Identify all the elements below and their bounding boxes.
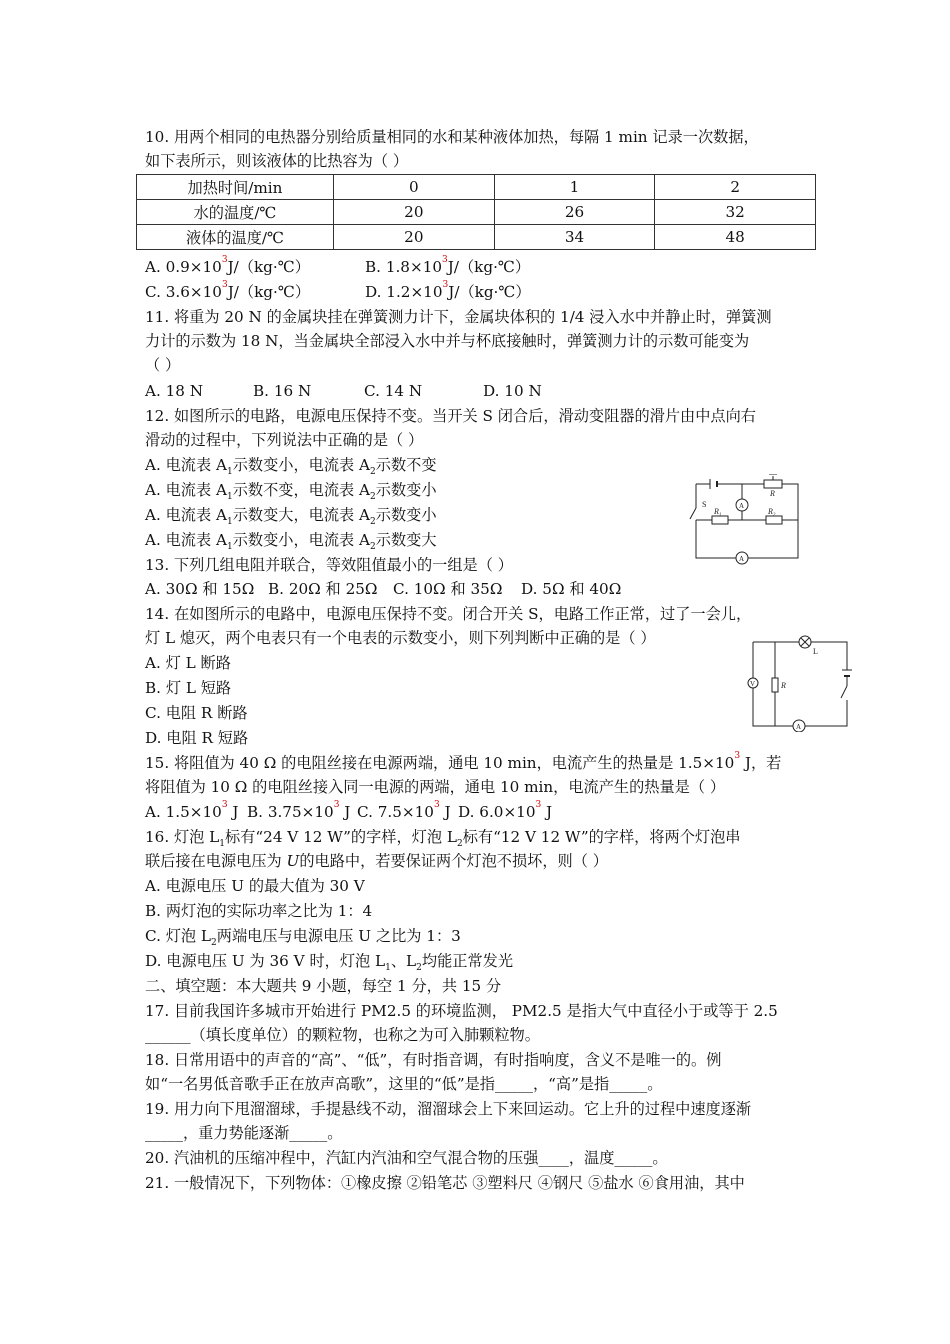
ammeter-label: A — [796, 723, 802, 731]
q12-option-2 — [145, 478, 437, 502]
table-cell: 2 — [655, 175, 816, 200]
subscript: 1 — [226, 492, 233, 502]
q15-option-d — [458, 800, 552, 824]
subscript: 2 — [211, 938, 217, 948]
q11-line1: 11. 将重为 20 N 的金属块挂在弹簧测力计下，金属块体积的 1/4 浸入水中并静止时，弹簧测 — [145, 308, 772, 326]
table-row — [137, 225, 816, 250]
subscript: 1 — [226, 542, 233, 552]
line-text: 的电路中，若要保证两个灯泡不损坏，则（ ） — [299, 852, 608, 870]
option-text: 示数不变 — [375, 456, 437, 474]
lamp-label: L — [813, 647, 818, 656]
table-cell: 20 — [334, 200, 495, 225]
q12-option-1 — [145, 453, 437, 477]
q12-option-4 — [145, 528, 437, 552]
q14-option-b: B. 灯 L 短路 — [145, 679, 232, 697]
q13-option-d: D. 5Ω 和 40Ω — [521, 580, 622, 598]
q15-option-b — [247, 800, 350, 824]
option-text: 示数变小 — [375, 506, 437, 524]
option-text: C. 7.5×10 — [357, 803, 434, 821]
table-cell: 液体的温度/℃ — [137, 225, 334, 250]
q20-line1: 20. 汽油机的压缩冲程中，汽缸内汽油和空气混合物的压强____，温度_____。 — [145, 1149, 668, 1167]
section-heading: 二、填空题：本大题共 9 小题，每空 1 分，共 15 分 — [145, 977, 502, 995]
q13-option-b: B. 20Ω 和 25Ω — [268, 580, 378, 598]
q14-option-d: D. 电阻 R 短路 — [145, 729, 249, 747]
q15-line1 — [145, 751, 781, 775]
option-text: A. 1.5×10 — [145, 803, 222, 821]
data-table — [136, 174, 816, 250]
q10-line1: 10. 用两个相同的电热器分别给质量相同的水和某种液体加热，每隔 1 min 记录一次数据， — [145, 128, 759, 146]
option-text: J/（kg·℃） — [447, 258, 531, 276]
option-text: 示数变大，电流表 A — [232, 506, 371, 524]
table-row — [137, 175, 816, 200]
table-cell: 32 — [655, 200, 816, 225]
q12-line2: 滑动的过程中，下列说法中正确的是（ ） — [145, 431, 424, 449]
ammeter-label: A — [739, 555, 745, 563]
q11-option-c: C. 14 N — [364, 382, 423, 400]
subscript: 1 — [385, 963, 391, 973]
q18-line1: 18. 日常用语中的声音的“高”、“低”，有时指音调，有时指响度，含义不是唯一的。例 — [145, 1051, 722, 1069]
option-text: J/（kg·℃） — [227, 283, 311, 301]
resistor-label: R — [781, 681, 786, 690]
option-text: A. 0.9×10 — [145, 258, 222, 276]
option-text: J — [339, 803, 351, 821]
subscript: 1 — [226, 517, 233, 527]
q11-option-b: B. 16 N — [253, 382, 312, 400]
q18-line2: 如“一名男低音歌手正在放声高歌”，这里的“低”是指_____，“高”是指_____。 — [145, 1075, 663, 1093]
q16-option-b: B. 两灯泡的实际功率之比为 1：4 — [145, 902, 373, 920]
q19-line1: 19. 用力向下甩溜溜球，手提悬线不动，溜溜球会上下来回运动。它上升的过程中速度逐渐 — [145, 1100, 752, 1118]
superscript: 3 — [442, 255, 448, 265]
option-text: 示数变小，电流表 A — [232, 531, 371, 549]
r2-subscript: 2 — [772, 513, 776, 518]
line-text: 标有“12 V 12 W”的字样，将两个灯泡串 — [462, 828, 741, 846]
line-text: 联后接在电源电压为 — [145, 852, 287, 870]
superscript: 3 — [221, 255, 228, 265]
q17-line1: 17. 目前我国许多城市开始进行 PM2.5 的环境监测， PM2.5 是指大气中直径小于或等于 2.5 — [145, 1002, 778, 1020]
q12-option-3 — [145, 503, 437, 527]
table-cell: 34 — [494, 225, 655, 250]
q16-line2 — [145, 849, 608, 873]
superscript: 3 — [535, 800, 542, 810]
voltage-symbol: U — [286, 852, 300, 870]
q14-line1: 14. 在如图所示的电路中，电源电压保持不变。闭合开关 S，电路工作正常，过了一会儿， — [145, 605, 752, 623]
r2-letter: R — [768, 507, 773, 516]
table-cell: 20 — [334, 225, 495, 250]
subscript: 2 — [456, 839, 463, 849]
q14-line2: 灯 L 熄灭，两个电表只有一个电表的示数变小，则下列判断中正确的是（ ） — [145, 629, 656, 647]
ammeter-label: A — [739, 502, 745, 510]
q16-option-c — [145, 924, 461, 948]
table-cell: 48 — [655, 225, 816, 250]
q10-option-d — [365, 280, 531, 304]
table-cell: 1 — [494, 175, 655, 200]
table-row — [137, 200, 816, 225]
option-text: J — [541, 803, 553, 821]
option-text: A. 电流表 A — [145, 456, 227, 474]
q16-option-a: A. 电源电压 U 的最大值为 30 V — [145, 877, 365, 895]
option-text: 均能正常发光 — [421, 952, 513, 970]
subscript: 1 — [219, 839, 226, 849]
r1-letter: R — [714, 507, 719, 516]
option-text: D. 电源电压 U 为 36 V 时，灯泡 L — [145, 952, 386, 970]
subscript: 1 — [226, 467, 233, 477]
option-text: J — [439, 803, 451, 821]
q11-option-d: D. 10 N — [483, 382, 542, 400]
q15-option-a — [145, 800, 238, 824]
table-cell: 26 — [494, 200, 655, 225]
option-text: 示数变大 — [375, 531, 437, 549]
switch-label: S — [702, 500, 707, 509]
option-text: B. 3.75×10 — [247, 803, 334, 821]
option-text: A. 电流表 A — [145, 481, 227, 499]
option-text: D. 6.0×10 — [458, 803, 536, 821]
q11-line3: （ ） — [145, 356, 181, 374]
option-text: C. 灯泡 L — [145, 927, 212, 945]
subscript: 2 — [370, 517, 376, 527]
q10-option-c — [145, 280, 310, 304]
voltmeter-label: V — [750, 680, 756, 688]
superscript: 3 — [734, 751, 741, 761]
subscript: 2 — [416, 963, 422, 973]
q19-line2: _____，重力势能逐渐_____。 — [145, 1124, 343, 1142]
q10-option-a — [145, 255, 310, 279]
option-text: 示数变小 — [375, 481, 437, 499]
line-text: 16. 灯泡 L — [145, 828, 220, 846]
line-text: 标有“24 V 12 W”的字样，灯泡 L — [225, 828, 457, 846]
option-text: J/（kg·℃） — [227, 258, 310, 276]
option-text: J/（kg·℃） — [448, 283, 531, 301]
q14-option-a: A. 灯 L 断路 — [145, 654, 231, 672]
superscript: 3 — [221, 280, 228, 290]
table-cell: 0 — [334, 175, 495, 200]
rheostat-label: R — [770, 489, 775, 498]
q15-line2: 将阻值为 10 Ω 的电阻丝接入同一电源的两端，通电 10 min，电流产生的热量是（ ） — [145, 778, 726, 796]
subscript: 2 — [370, 467, 376, 477]
line-text: 15. 将阻值为 40 Ω 的电阻丝接在电源两端，通电 10 min，电流产生的热量是 1.5×10 — [145, 754, 735, 772]
table-cell: 加热时间/min — [137, 175, 334, 200]
option-text: 示数变小，电流表 A — [232, 456, 371, 474]
option-text: J — [227, 803, 239, 821]
subscript: 2 — [370, 542, 376, 552]
r1-subscript: 1 — [718, 513, 722, 518]
table-cell: 水的温度/℃ — [137, 200, 334, 225]
superscript: 3 — [333, 800, 340, 810]
option-text: B. 1.8×10 — [365, 258, 443, 276]
q13-option-c: C. 10Ω 和 35Ω — [393, 580, 503, 598]
line-text: J，若 — [740, 754, 782, 772]
superscript: 3 — [221, 800, 228, 810]
q21-line1: 21. 一般情况下，下列物体：①橡皮擦 ②铅笔芯 ③塑料尺 ④钢尺 ⑤盐水 ⑥食用油，其中 — [145, 1174, 745, 1192]
q12-line1: 12. 如图所示的电路，电源电压保持不变。当开关 S 闭合后，滑动变阻器的滑片由中点向右 — [145, 407, 756, 425]
option-text: D. 1.2×10 — [365, 283, 443, 301]
option-text: 示数不变，电流表 A — [232, 481, 371, 499]
q14-option-c: C. 电阻 R 断路 — [145, 704, 248, 722]
q10-line2: 如下表所示，则该液体的比热容为（ ） — [145, 152, 409, 170]
q16-line1 — [145, 825, 740, 849]
superscript: 3 — [442, 280, 449, 290]
q13-line1: 13. 下列几组电阻并联合，等效阻值最小的一组是（ ） — [145, 556, 513, 574]
q10-option-b — [365, 255, 530, 279]
option-text: 两端电压与电源电压 U 之比为 1：3 — [216, 927, 461, 945]
q13-option-a: A. 30Ω 和 15Ω — [145, 580, 255, 598]
q16-option-d — [145, 949, 513, 973]
q12-circuit-diagram — [686, 474, 806, 566]
option-text: A. 电流表 A — [145, 531, 227, 549]
q14-circuit-diagram — [745, 630, 857, 732]
q11-option-a: A. 18 N — [145, 382, 204, 400]
q17-line2: ______（填长度单位）的颗粒物，也称之为可入肺颗粒物。 — [145, 1026, 540, 1044]
superscript: 3 — [433, 800, 440, 810]
option-text: C. 3.6×10 — [145, 283, 222, 301]
subscript: 2 — [370, 492, 376, 502]
option-text: 、L — [390, 952, 417, 970]
q15-option-c — [357, 800, 451, 824]
q11-line2: 力计的示数为 18 N，当金属块全部浸入水中并与杯底接触时，弹簧测力计的示数可能变为 — [145, 332, 750, 350]
option-text: A. 电流表 A — [145, 506, 227, 524]
